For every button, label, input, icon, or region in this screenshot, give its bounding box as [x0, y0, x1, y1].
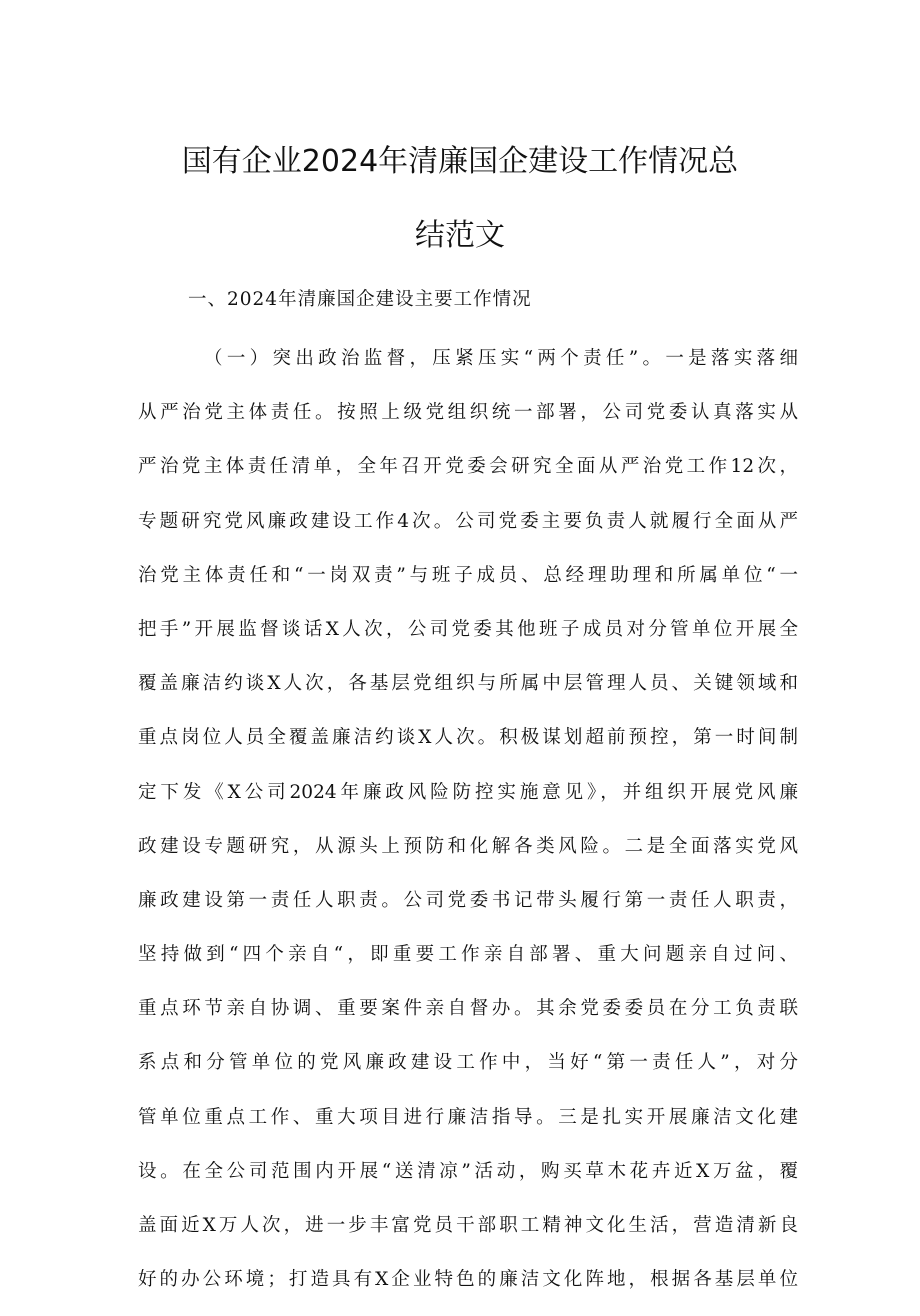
paragraph-line: 廉政建设第一责任人职责。公司党委书记带头履行第一责任人职责，: [138, 889, 798, 911]
paragraph-line: 重点岗位人员全覆盖廉洁约谈X人次。积极谋划超前预控，第一时间制: [138, 727, 798, 749]
document-title-line-1: 国有企业2024年清廉国企建设工作情况总: [181, 144, 739, 179]
paragraph-line: 定下发《X公司2024年廉政风险防控实施意见》，并组织开展党风廉: [138, 781, 798, 803]
paragraph-line: 盖面近X万人次，进一步丰富党员干部职工精神文化生活，营造清新良: [138, 1215, 798, 1236]
paragraph-line: 坚持做到“四个亲自“，即重要工作亲自部署、重大问题亲自过问、: [138, 944, 798, 966]
paragraph-line: 覆盖廉洁约谈X人次，各基层党组织与所属中层管理人员、关键领域和: [138, 673, 798, 695]
paragraph-line: 把手”开展监督谈话X人次，公司党委其他班子成员对分管单位开展全: [138, 618, 798, 640]
paragraph-line: 专题研究党风廉政建设工作4次。公司党委主要负责人就履行全面从严: [138, 510, 798, 532]
section-heading: 一、2024年清廉国企建设主要工作情况: [188, 289, 532, 310]
paragraph-line: （一）突出政治监督，压紧压实“两个责任”。一是落实落细: [204, 348, 798, 369]
paragraph-line: 治党主体责任和“一岗双责”与班子成员、总经理助理和所属单位“一: [138, 564, 798, 586]
document-title-line-2: 结范文: [415, 218, 505, 253]
paragraph-line: 设。在全公司范围内开展“送清凉”活动，购买草木花卉近X万盆，覆: [138, 1160, 798, 1182]
paragraph-line: 系点和分管单位的党风廉政建设工作中，当好“第一责任人”，对分: [138, 1052, 798, 1074]
body-paragraph: [138, 341, 798, 1316]
paragraph-line: 好的办公环境；打造具有X企业特色的廉洁文化阵地，根据各基层单位: [138, 1269, 798, 1291]
paragraph-line: 管单位重点工作、重大项目进行廉洁指导。三是扎实开展廉洁文化建: [138, 1106, 798, 1128]
paragraph-line: 严治党主体责任清单，全年召开党委会研究全面从严治党工作12次，: [138, 456, 798, 478]
paragraph-line: 政建设专题研究，从源头上预防和化解各类风险。二是全面落实党风: [138, 835, 798, 857]
paragraph-line: 从严治党主体责任。按照上级党组织统一部署，公司党委认真落实从: [138, 402, 798, 424]
paragraph-line: 重点环节亲自协调、重要案件亲自督办。其余党委委员在分工负责联: [138, 998, 798, 1020]
